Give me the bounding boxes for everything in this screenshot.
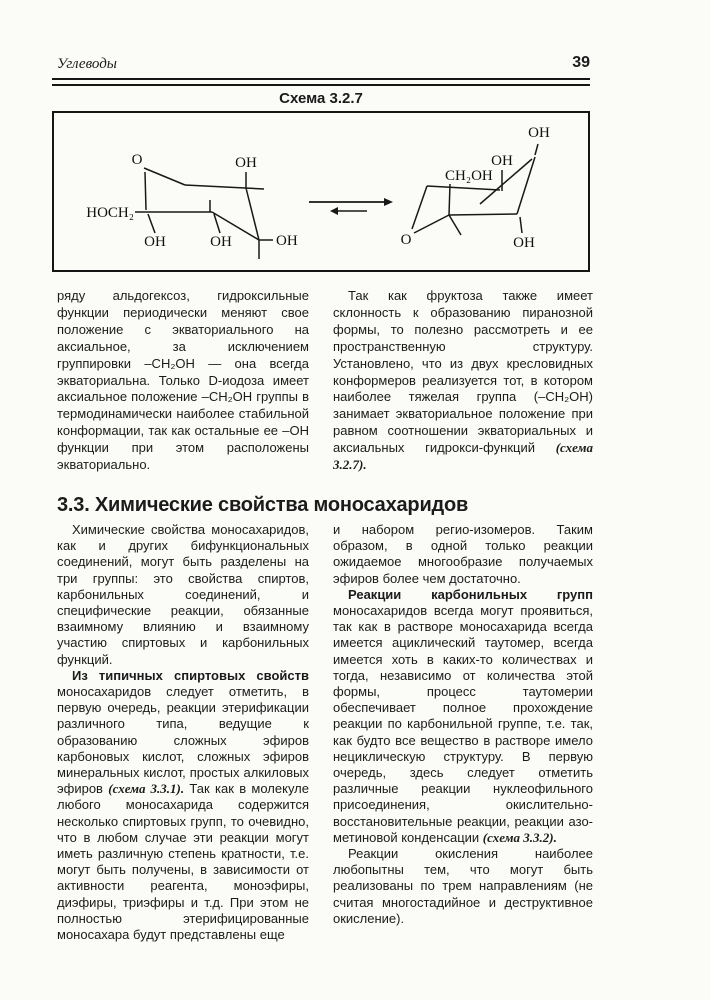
pyranose-chair-left-labels (86, 152, 298, 250)
section-left-column (57, 522, 309, 943)
page-number: 39 (572, 54, 590, 71)
paragraph (57, 522, 309, 668)
text-run: и набором регио-изомеров. Таким образом, в одной только реакции ожидаемое многообразие получаемых эфиров более чем достаточно. (333, 522, 593, 586)
intro-left-column (57, 288, 309, 474)
label-c4-hydroxyl: OH (276, 233, 298, 249)
text-run: Так как фруктоза также имеет склонность к образованию пиранозной формы, то полезно рассмотреть и ее пространственную структуру. Установлено, что из двух кресловидных конформеров реализуется тот, в котором наиболее тяжелая группа (–CH₂OH) занимает экваториальное положение при равном соотношении экваториальных и аксиальных гидрокси-функций (333, 288, 593, 456)
paragraph (333, 587, 593, 846)
chemical-structures-drawing (54, 113, 588, 270)
arrowhead-right (384, 198, 393, 206)
label-ring-oxygen-left: O (131, 152, 143, 168)
paragraph (333, 288, 593, 474)
paragraph (333, 846, 593, 927)
label-mid-hydroxyl: OH (491, 153, 513, 169)
scheme-3-2-7-figure (52, 111, 590, 272)
label-bottom-hydroxyl: OH (513, 235, 535, 251)
intro-right-column (333, 288, 593, 474)
text-run: Так как в молекуле любого моносахарида содержится несколько спиртовых групп, то очевидно, что в любом случае эти реакции могут иметь различную степень кратности, т.е. могут быть получены, в зависимости от активности реагента, моноэфиры, диэфиры, триэфиры и т.д. При этом не полностью этерифицированные моносахара будут представлены еще (57, 781, 309, 943)
paragraph (57, 668, 309, 943)
equilibrium-arrows (309, 198, 393, 215)
text-run-b: Реакции карбонильных групп (348, 586, 593, 602)
text-run: ряду альдогексоз, гидроксильные функции периодически меняют свое положение с экваториального на аксиальное, за исключением группировки –CH₂OH — она всегда экваториальна. Только D-иодоза имеет аксиальное положение –CH₂OH группы в термодинамически наиболее стабильной конформации, так как остальные ее –OH функции при этом расположены экваториально. (57, 288, 309, 473)
text-run: Химические свойства моносахаридов, как и других бифункциональных соединений, могут быть разделены на три группы: это свойства спиртов, карбонильных соединений, и специфические реакции, обязанные взаимному влиянию и взаимному участию спиртовых и карбонильных функций. (57, 522, 309, 667)
text-run: моносахаридов следует отметить, в первую очередь, реакции этерификации различного типа, ведущие к образованию сложных эфиров карбоновых кислот, сложных эфиров минеральных кислот, простых алкиловых эфиров (57, 684, 309, 797)
label-ring-oxygen-right: O (400, 232, 412, 248)
section-right-column (333, 522, 593, 927)
pyranose-chair-right (412, 144, 538, 235)
paragraph (333, 522, 593, 587)
arrowhead-left (330, 207, 338, 215)
text-run-bi: (схема 3.3.1). (108, 781, 185, 797)
text-run: моносахаридов всегда могут проявиться, так как в растворе моносахарида всегда имеется ациклический таутомер, всегда имеется хоть в каких-то количествах и тогда, независимо от количества этой формы, процесс таутомерии обеспечивает полное прохождение реакции по карбонильной группе, т.е. так, как будто все вещество в растворе имело нециклическую структуру. В первую очередь, здесь следует отметить различные реакции нуклеофильного присоединения, окислительно-восстановительные реакции, реакции азо-метиновой конденсации (333, 603, 593, 845)
label-hydroxymethyl-right: CH₂OH (445, 168, 493, 184)
label-hydroxymethyl: HOCH₂ (86, 205, 134, 221)
running-title: Углеводы (57, 56, 117, 72)
text-run-bi: (схема 3.2.7). (333, 440, 593, 473)
text-run-b: Из типичных спиртовых свойств (72, 667, 309, 683)
paragraph (57, 288, 309, 474)
label-c3-hydroxyl: OH (210, 234, 232, 250)
label-c2-hydroxyl: OH (144, 234, 166, 250)
section-heading: 3.3. Химические свойства моносахаридов (57, 494, 469, 516)
header-double-rule (52, 78, 590, 86)
scheme-caption: Схема 3.2.7 (279, 90, 363, 107)
text-run: Реакции окисления наиболее любопытны тем, что могут быть реализованы по трем направлениям (не считая многостадийное и деструктивное окисление). (333, 846, 593, 926)
label-c5-hydroxyl: OH (235, 155, 257, 171)
label-anomeric-hydroxyl: OH (528, 125, 550, 141)
text-run-bi: (схема 3.3.2). (482, 829, 557, 845)
